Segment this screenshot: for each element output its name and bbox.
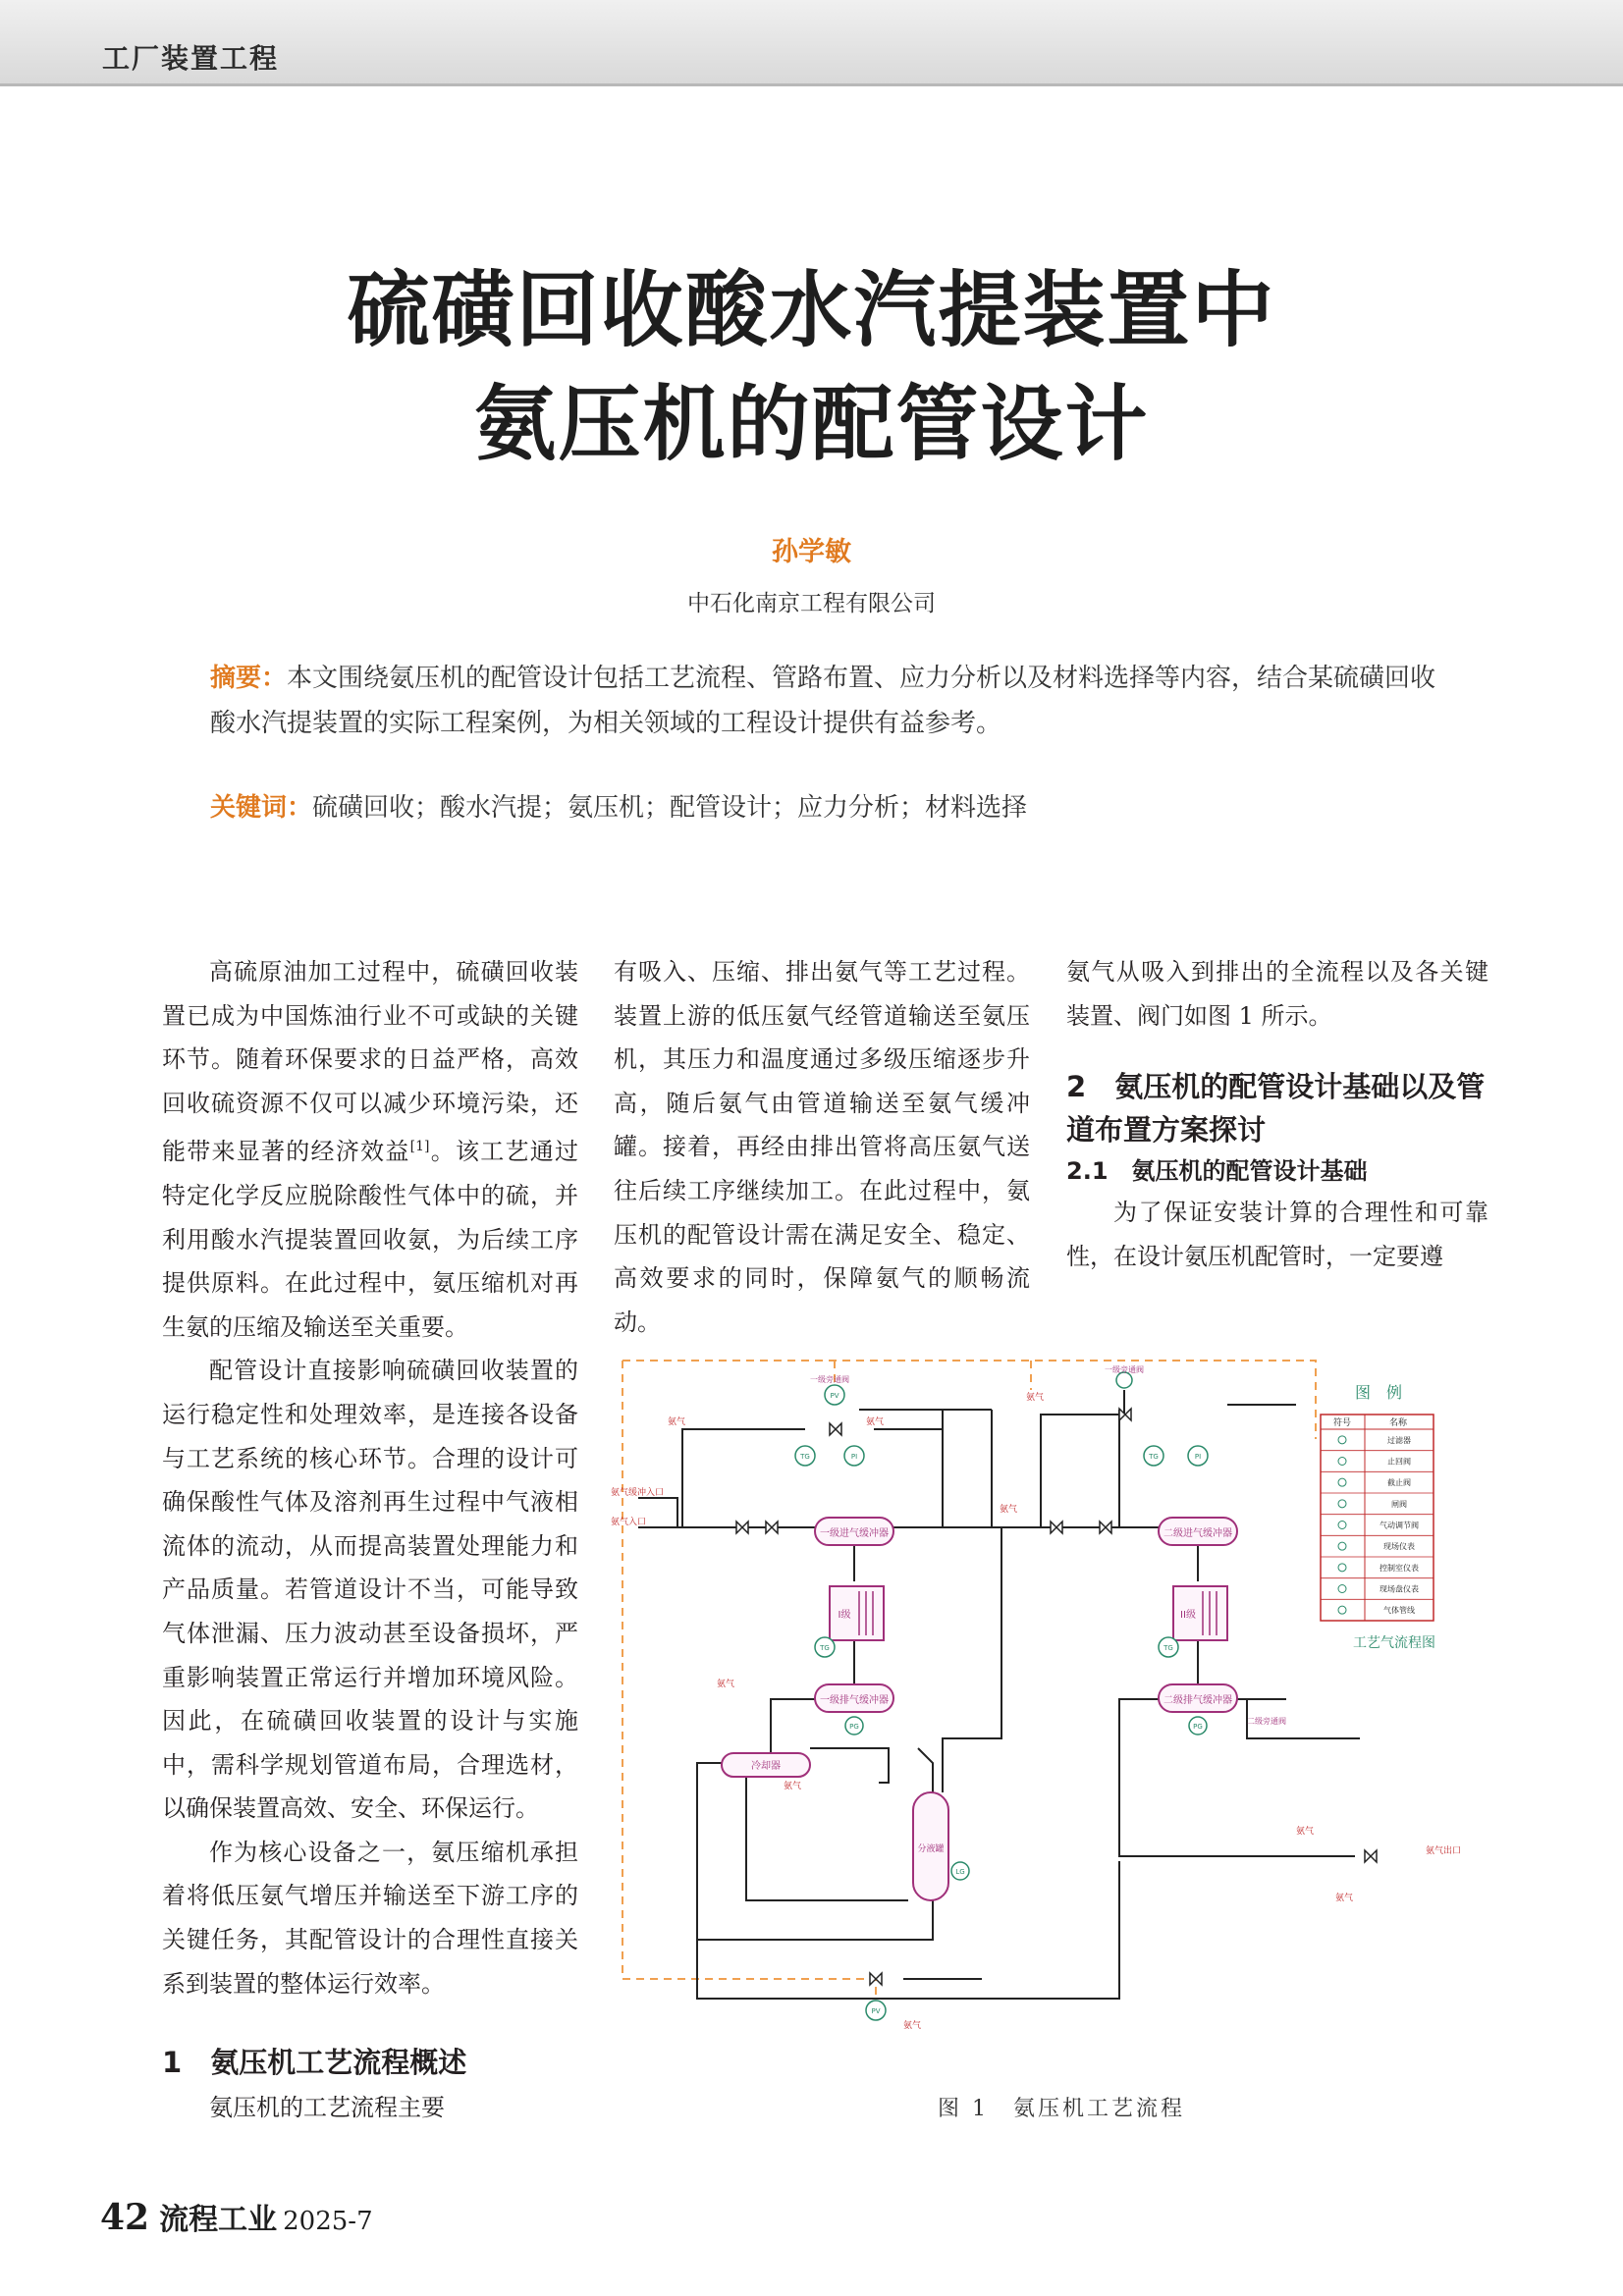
legend-symbol-icon: [1338, 1542, 1346, 1550]
label-separator: 分液罐: [917, 1844, 945, 1854]
affiliation: 中石化南京工程有限公司: [687, 591, 936, 616]
legend-symbol-icon: [1338, 1436, 1346, 1444]
svg-text:PG: PG: [1193, 1723, 1203, 1731]
article-title: [0, 253, 1623, 481]
svg-text:氨气: 氨气: [717, 1680, 735, 1689]
legend-subtitle: 工艺气流程图: [1353, 1635, 1435, 1651]
svg-text:LG: LG: [955, 1868, 965, 1876]
svg-text:PV: PV: [871, 2007, 881, 2015]
journal-issue: 2025-7: [283, 2207, 373, 2236]
column-2: [614, 950, 1030, 1344]
title-line-2: 氨压机的配管设计: [473, 376, 1150, 472]
legend-item: 现场仪表: [1383, 1542, 1415, 1552]
paragraph: 作为核心设备之一，氨压缩机承担着将低压氨气增压并输送至下游工序的关键任务，其配管设计的合理性直接关系到装置的整体运行效率。: [162, 1838, 578, 1998]
process-flow-diagram: [609, 1351, 1492, 2136]
inlet-label: 氨气缓冲入口: [611, 1488, 665, 1498]
legend-symbol-icon: [1338, 1585, 1346, 1593]
piping: [638, 1390, 1360, 1999]
legend-col-name: 名称: [1389, 1418, 1408, 1428]
svg-text:氨气: 氨气: [1026, 1393, 1045, 1403]
column-3: [1066, 950, 1488, 1278]
journal-name: 流程工业: [159, 2203, 278, 2237]
column-1-tail: [162, 2086, 578, 2130]
legend-rows: [1321, 1435, 1434, 1621]
outlet-label: 氨气出口: [1426, 1846, 1462, 1856]
svg-text:PI: PI: [850, 1453, 858, 1461]
legend-title: 图 例: [1355, 1383, 1403, 1402]
control-loop-line: [622, 1361, 1316, 1439]
svg-text:氨气: 氨气: [1296, 1827, 1315, 1837]
abstract: [210, 656, 1447, 746]
bypass-label: 一级旁通阀: [1105, 1365, 1144, 1374]
author: 孙学敏: [772, 537, 851, 567]
paragraph: 为了保证安装计算的合理性和可靠性，在设计氨压机配管时，一定要遵: [1066, 1199, 1488, 1270]
label-stage2: II级: [1180, 1610, 1196, 1621]
svg-text:PG: PG: [849, 1723, 859, 1731]
svg-text:TG: TG: [800, 1453, 810, 1461]
label-stage1: I级: [838, 1610, 851, 1621]
valve-icon: [870, 1973, 882, 1985]
label-aftercooler: 冷却器: [751, 1761, 781, 1772]
legend-item: 过滤器: [1387, 1435, 1411, 1445]
legend-item: 现场盘仪表: [1380, 1584, 1419, 1594]
keywords-text: 硫磺回收；酸水汽提；氨压机；配管设计；应力分析；材料选择: [312, 793, 1028, 823]
bypass-label: 一级旁通阀: [810, 1375, 849, 1384]
abstract-label: 摘要：: [210, 664, 288, 693]
section-label: 工厂装置工程: [102, 42, 280, 75]
valve-icon: [830, 1423, 841, 1435]
legend-item: 气动调节阀: [1380, 1521, 1419, 1530]
control-loop-line: [622, 1361, 876, 2003]
svg-text:氨气: 氨气: [1000, 1505, 1018, 1515]
label-cooler2: 二级进气缓冲器: [1163, 1528, 1232, 1539]
svg-text:PI: PI: [1194, 1453, 1202, 1461]
legend: [1321, 1383, 1435, 1651]
svg-text:氨气: 氨气: [866, 1417, 885, 1427]
citation-ref: [1]: [409, 1139, 430, 1155]
legend-item: 闸阀: [1391, 1499, 1407, 1509]
legend-item: 止回阀: [1387, 1457, 1411, 1467]
valve-icon: [1051, 1522, 1062, 1533]
valve-icon: [736, 1522, 748, 1533]
bypass-label: 二级旁通阀: [1247, 1717, 1286, 1726]
legend-item: 截止阀: [1387, 1478, 1411, 1488]
legend-symbol-icon: [1338, 1564, 1346, 1572]
keywords-label: 关键词：: [210, 793, 313, 823]
paragraph-start: 氨压机的工艺流程主要: [209, 2094, 445, 2121]
svg-text:氨气: 氨气: [668, 1417, 686, 1427]
figure-caption: 图 1 氨压机工艺流程: [938, 2097, 1185, 2121]
legend-symbol-icon: [1338, 1606, 1346, 1614]
paragraph-continued: 有吸入、压缩、排出氨气等工艺过程。装置上游的低压氨气经管道输送至氨压机，其压力和温度通过多级压缩逐步升高，随后氨气由管道输送至氨气缓冲罐。接着，再经由排出管将高压氨气送往后续工序继续加工。在此过程中，氨压机的配管设计需在满足安全、稳定、高效要求的同时，保障氨气的顺畅流动。: [614, 958, 1030, 1336]
keywords: [210, 785, 1447, 830]
legend-symbol-icon: [1338, 1458, 1346, 1466]
valve-icon: [1100, 1522, 1111, 1533]
page-footer: [100, 2195, 373, 2238]
svg-text:氨气: 氨气: [1335, 1894, 1354, 1903]
legend-col-symbol: 符号: [1333, 1418, 1352, 1428]
svg-text:氨气: 氨气: [903, 2021, 922, 2031]
inlet-label: 氨气入口: [611, 1518, 647, 1527]
paragraph: 配管设计直接影响硫磺回收装置的运行稳定性和处理效率，是连接各设备与工艺系统的核心环节。合理的设计可确保酸性气体及溶剂再生过程中气液相流体的流动，从而提高装置处理能力和产品质量。若管道设计不当，可能导致气体泄漏、压力波动甚至设备损坏，严重影响装置正常运行并增加环境风险。因此，在硫磺回收装置的设计与实施中，需科学规划管道布局，合理选材，以确保装置高效、安全、环保运行。: [162, 1357, 578, 1823]
paragraph-continued: 氨气从吸入到排出的全流程以及各关键装置、阀门如图 1 所示。: [1066, 958, 1488, 1030]
subsection-heading-2-1: 2.1 氨压机的配管设计基础: [1066, 1157, 1368, 1186]
abstract-text: 本文围绕氨压机的配管设计包括工艺流程、管路布置、应力分析以及材料选择等内容，结合某硫磺回收酸水汽提装置的实际工程案例，为相关领域的工程设计提供有益参考。: [210, 664, 1436, 738]
section-heading-2: 2 氨压机的配管设计基础以及管道布置方案探讨: [1066, 1070, 1486, 1148]
svg-text:PV: PV: [830, 1392, 839, 1400]
legend-item: 气体管线: [1383, 1606, 1415, 1616]
svg-text:TG: TG: [820, 1644, 830, 1652]
svg-text:氨气: 氨气: [784, 1782, 802, 1791]
page-number: 42: [100, 2197, 150, 2238]
legend-item: 控制室仪表: [1380, 1563, 1419, 1573]
section-heading-1: 1 氨压机工艺流程概述: [162, 2046, 467, 2080]
valve-icon: [766, 1522, 778, 1533]
label-cooler3: 一级排气缓冲器: [820, 1695, 889, 1706]
legend-symbol-icon: [1338, 1478, 1346, 1486]
legend-symbol-icon: [1338, 1500, 1346, 1508]
column-1: [162, 950, 578, 2084]
label-cooler1: 一级进气缓冲器: [820, 1528, 889, 1539]
title-line-1: 硫磺回收酸水汽提装置中: [347, 262, 1276, 358]
label-cooler4: 二级排气缓冲器: [1163, 1695, 1232, 1706]
svg-text:TG: TG: [1163, 1644, 1173, 1652]
svg-text:TG: TG: [1149, 1453, 1159, 1461]
paragraph: 高硫原油加工过程中，硫磺回收装置已成为中国炼油行业不可或缺的关键环节。随着环保要求的日益严格，高效回收硫资源不仅可以减少环境污染，还能带来显著的经济效益[1]。该工艺通过特定化学反应脱除酸性气体中的硫，并利用酸水汽提装置回收氨，为后续工序提供原料。在此过程中，氨压缩机对再生氨的压缩及输送至关重要。: [162, 958, 579, 1341]
valve-icon: [1365, 1850, 1377, 1862]
legend-symbol-icon: [1338, 1522, 1346, 1529]
control-valve-positioner: [1116, 1372, 1132, 1388]
